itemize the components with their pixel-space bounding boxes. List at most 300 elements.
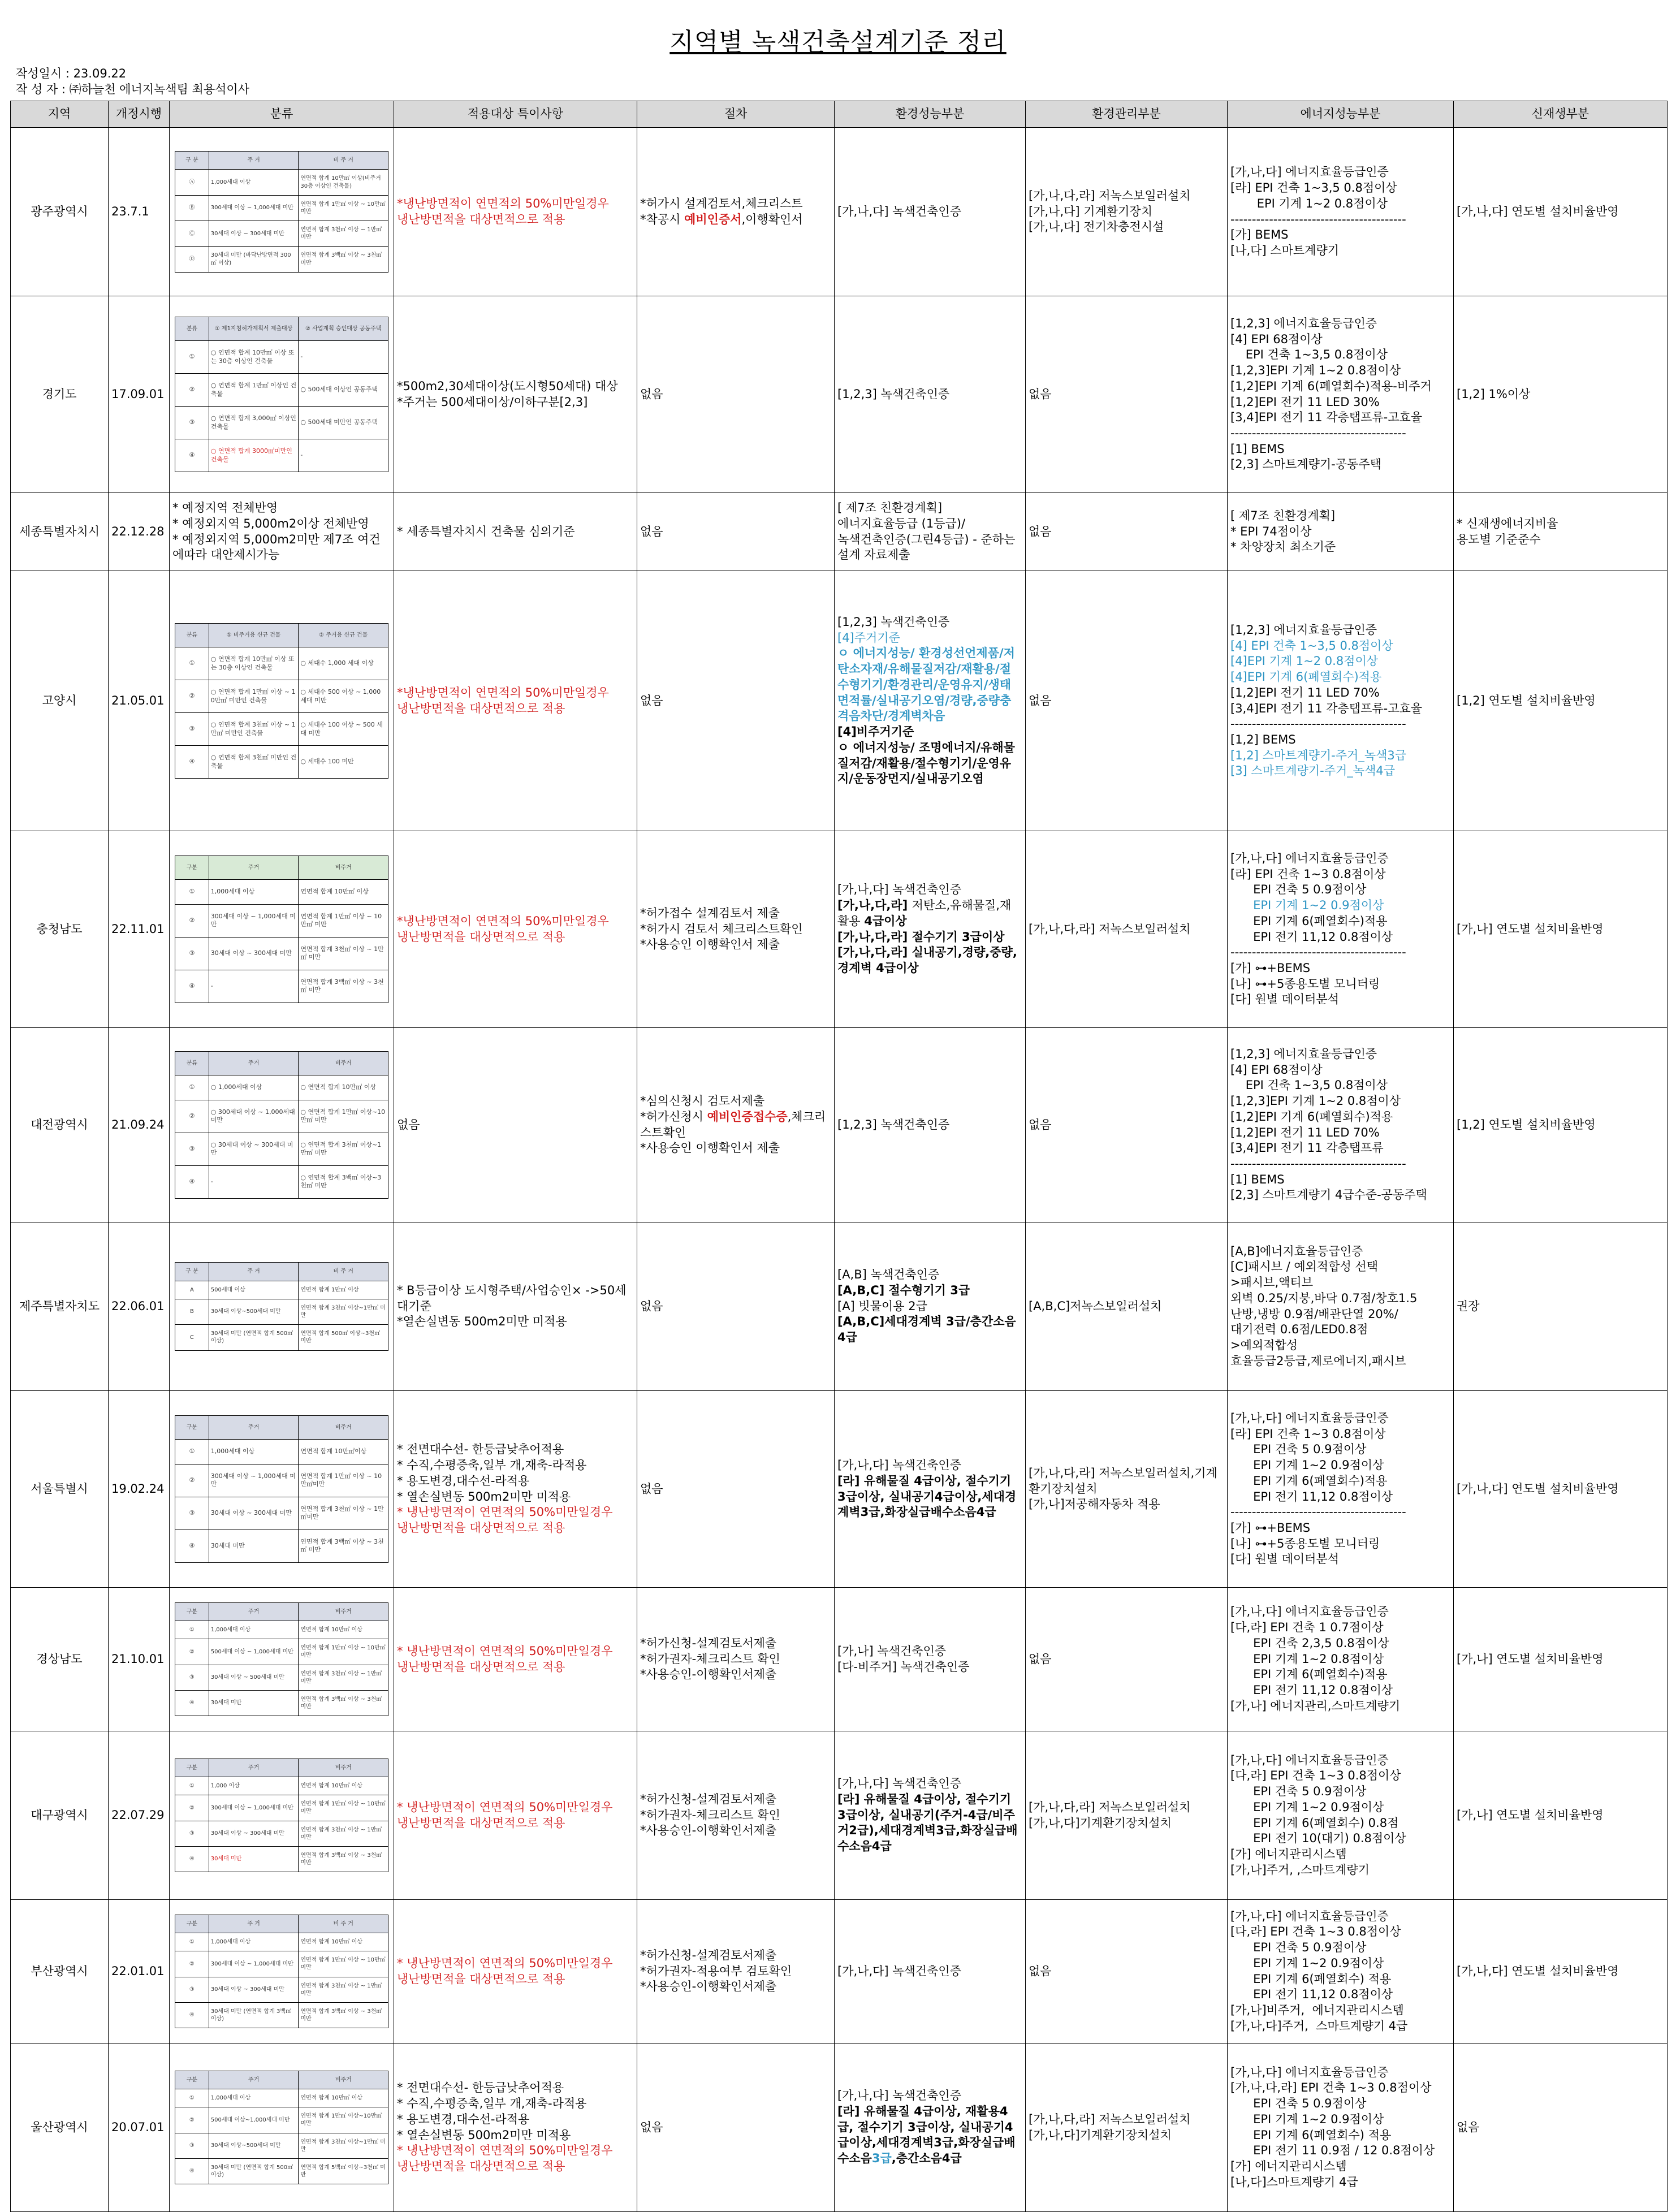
- cell-line: [397, 196, 634, 212]
- energy-performance-cell: [1228, 1588, 1454, 1731]
- mini-cell: ③: [175, 1665, 209, 1690]
- cell-line: [397, 1972, 634, 1988]
- mini-header-cell: 분류: [175, 317, 209, 340]
- category-cell: [170, 831, 394, 1028]
- text-segment: * 예정외지역 5,000m2미만 제7조 여건에따라 대안제시가능: [172, 532, 381, 562]
- text-segment: EPI 기계 1~2 0.9점이상: [1230, 898, 1384, 913]
- mini-cell: 연면적 합계 1만㎡ 이상 ~ 10만㎡ 미만: [299, 904, 388, 937]
- cell-line: [1230, 395, 1450, 411]
- cell-line: [837, 630, 1022, 646]
- category-table-wrap: [172, 1915, 391, 2029]
- mini-row: [175, 1299, 388, 1324]
- special-notes-cell: [394, 493, 637, 571]
- text-segment: [가] BEMS: [1230, 228, 1289, 242]
- mini-cell: -: [299, 439, 388, 472]
- col-header-env-management: 환경관리부분: [1026, 101, 1228, 128]
- text-segment: EPI 기계 6(폐열회수)적용: [1230, 1667, 1388, 1682]
- text-segment: 효율등급2등급,제로에너지,패시브: [1230, 1354, 1406, 1368]
- procedure-cell: [637, 1731, 835, 1900]
- mini-header-row: [175, 1915, 388, 1933]
- text-segment: [나,다]스마트계량기 4급: [1230, 2175, 1358, 2189]
- text-segment: [가] 에너지관리시스템: [1230, 1847, 1347, 1861]
- text-segment: 권장: [1457, 1299, 1480, 1313]
- mini-header-cell: ② 주거용 신규 건물: [299, 623, 388, 647]
- cell-line: [1230, 1109, 1450, 1125]
- renewable-cell: [1454, 296, 1668, 493]
- mini-cell: 연면적 합계 3천㎡ 이상 ~ 1만㎡ 미만: [299, 221, 388, 247]
- mini-cell: 연면적 합계 10만㎡ 이상(비주거 30층 이상인 건축물): [299, 170, 388, 195]
- cell-line: [1230, 763, 1450, 779]
- cell-line: [397, 930, 634, 945]
- category-table-wrap: [172, 623, 391, 779]
- text-segment: [라] 유해물질 4급이상, 절수기기 3급이상, 실내공기4급이상,세대경계벽3급,화장실급배수소음4급: [837, 1474, 1017, 1519]
- mini-cell: 300세대 이상 ~ 1,000세대 미만: [209, 1795, 299, 1821]
- col-header-procedure: 절차: [637, 101, 835, 128]
- mini-cell: 연면적 합계 3백㎡ 이상 ~ 3천㎡ 미만: [299, 1530, 388, 1562]
- mini-row: [175, 746, 388, 779]
- text-segment: [가,나,다] 녹색건축인증: [837, 2089, 961, 2103]
- special-notes-cell: [394, 2043, 637, 2212]
- text-segment: [1,2] BEMS: [1230, 732, 1296, 746]
- mini-cell: 연면적 합계 10만㎡ 이상: [299, 880, 388, 905]
- text-segment: [A,B]에너지효율등급인증: [1230, 1244, 1363, 1258]
- text-segment: *심의신청시 검토서제출: [640, 1094, 765, 1108]
- category-mini-table: [175, 151, 388, 273]
- text-segment: * 용도변경,대수선-라적용: [397, 1474, 530, 1488]
- text-segment: 없음: [640, 693, 663, 707]
- category-mini-table: [175, 317, 388, 472]
- cell-line: [1230, 1411, 1450, 1427]
- mini-row: [175, 2107, 388, 2133]
- cell-line: [640, 1823, 831, 1839]
- cell-line: [640, 524, 831, 540]
- text-segment: EPI 기계 1~2 0.8점이상: [1230, 196, 1388, 210]
- mini-header-cell: 구분: [175, 1759, 209, 1777]
- text-segment: [가,나,다] 전기차충전시설: [1029, 220, 1164, 234]
- mini-row: [175, 1440, 388, 1464]
- text-segment: EPI 전기 11 0.9점 / 12 0.8점이상: [1230, 2144, 1435, 2158]
- text-segment: [가,나,다] 연도별 설치비율반영: [1457, 204, 1619, 218]
- mini-row: [175, 2089, 388, 2107]
- cell-line: [1029, 1466, 1224, 1497]
- mini-cell: ○ 연면적 합계 10만㎡ 이상 또는 30층 이상인 건축물: [209, 341, 299, 374]
- cell-line: [1230, 1683, 1450, 1699]
- text-segment: [가,나,다] 에너지효율등급인증: [1230, 851, 1389, 865]
- mini-row: [175, 1621, 388, 1639]
- mini-row: [175, 195, 388, 221]
- procedure-cell: [637, 571, 835, 831]
- text-segment: [다] 원별 데이터분석: [1230, 1552, 1340, 1566]
- text-segment: [1,2] 스마트계량기-주거_녹색3급: [1230, 748, 1407, 762]
- text-segment: * 열손실변동 500m2미만 미적용: [397, 1489, 571, 1504]
- cell-line: [640, 906, 831, 922]
- mini-cell: ○ 연면적 합계 3000㎡미만인 건축물: [209, 439, 299, 472]
- mini-header-cell: 주거: [209, 1602, 299, 1621]
- text-segment: *허가시 설계검토서,체크리스트: [640, 196, 803, 210]
- text-segment: 3급이상: [962, 930, 1005, 944]
- table-row: [11, 128, 1668, 296]
- mini-cell: ③: [175, 937, 209, 970]
- text-segment: [가,나,다,라] 저녹스보일러설치: [1029, 188, 1191, 202]
- cell-line: [1230, 2096, 1450, 2112]
- standards-table: [10, 101, 1668, 2212]
- mini-header-cell: 주거: [209, 1052, 299, 1075]
- cell-line: [1230, 1259, 1450, 1275]
- mini-cell: 연면적 합계 10만㎡ 이상: [299, 1621, 388, 1639]
- mini-header-cell: 비주거: [299, 2071, 388, 2089]
- cell-line: [837, 615, 1022, 630]
- mini-cell: ○ 연면적 합계 3천㎡ 미만인 건축물: [209, 746, 299, 779]
- cell-line: [1230, 347, 1450, 363]
- text-segment: [가,나] 연도별 설치비율반영: [1457, 1808, 1604, 1822]
- mini-cell: ④: [175, 1530, 209, 1562]
- cell-line: [1230, 701, 1450, 717]
- mini-row: [175, 904, 388, 937]
- cell-line: [1230, 363, 1450, 379]
- mini-cell: ○ 500세대 미만인 공동주택: [299, 407, 388, 439]
- special-notes-cell: [394, 1900, 637, 2043]
- text-segment: [라] 유해물질 4급이상, 절수기기 3급이상, 실내공기(주거-4급/비주거2급),세대경계벽3급,화장실급배수소음4급: [837, 1792, 1018, 1854]
- text-segment: -----------------------------------------: [1230, 717, 1406, 731]
- text-segment: [다] 원별 데이터분석: [1230, 992, 1340, 1006]
- cell-line: [1230, 524, 1450, 540]
- cell-line: [397, 1505, 634, 1520]
- cell-line: [640, 1792, 831, 1808]
- text-segment: [3,4]EPI 전기 11 각층탭프류: [1230, 1141, 1384, 1155]
- text-segment: 냉난방면적을 대상면적으로 적용: [397, 212, 565, 226]
- text-segment: 냉난방면적을 대상면적으로 적용: [397, 2159, 565, 2173]
- mini-cell: ④: [175, 1846, 209, 1872]
- table-row: [11, 1731, 1668, 1900]
- cell-line: [640, 1299, 831, 1315]
- text-segment: 없음: [640, 1299, 663, 1313]
- text-segment: 대기전력 0.6점/LED0.8점: [1230, 1323, 1368, 1337]
- mini-cell: Ⓓ: [175, 247, 209, 272]
- mini-cell: ①: [175, 647, 209, 680]
- mini-header-row: [175, 1263, 388, 1281]
- cell-line: [837, 930, 1022, 945]
- cell-line: [397, 1314, 634, 1330]
- mini-cell: 연면적 합계 3백㎡ 이상 ~ 3천㎡ 미만: [299, 247, 388, 272]
- text-segment: [라] EPI 건축 1~3 0.8점이상: [1230, 867, 1386, 881]
- special-notes-cell: [394, 128, 637, 296]
- env-performance-cell: [835, 2043, 1026, 2212]
- cell-line: [1230, 1458, 1450, 1474]
- text-segment: [1,2]EPI 전기 11 LED 70%: [1230, 1125, 1380, 1139]
- energy-performance-cell: [1228, 1222, 1454, 1391]
- mini-cell: ④: [175, 970, 209, 1003]
- cell-line: [1230, 2143, 1450, 2159]
- mini-header-cell: 비 주 거: [299, 152, 388, 170]
- mini-header-row: [175, 317, 388, 340]
- text-segment: [3,4]EPI 전기 11 각층탭프류-고효율: [1230, 411, 1423, 425]
- mini-cell: ④: [175, 439, 209, 472]
- procedure-cell: [637, 1028, 835, 1222]
- mini-cell: ○ 연면적 합계 10만㎡ 이상: [299, 1075, 388, 1100]
- env-performance-cell: [835, 571, 1026, 831]
- mini-cell: ○ 연면적 합계 3천㎡ 이상 ~ 1만㎡ 미만인 건축물: [209, 713, 299, 746]
- text-segment: *허가접수 설계검토서 제출: [640, 906, 780, 920]
- text-segment: EPI 전기 11,12 0.8점이상: [1230, 1683, 1393, 1697]
- category-table-wrap: [172, 1759, 391, 1873]
- mini-cell: 300세대 이상 ~ 1,000세대 미만: [209, 1464, 299, 1497]
- env-performance-cell: [835, 493, 1026, 571]
- cell-line: [1230, 638, 1450, 654]
- text-segment: [1,2,3] 에너지효율등급인증: [1230, 623, 1377, 637]
- cell-line: [1230, 945, 1450, 961]
- mini-header-cell: 주 거: [209, 1263, 299, 1281]
- text-segment: 없음: [1029, 1652, 1052, 1666]
- table-row: [11, 2043, 1668, 2212]
- cell-line: [1230, 898, 1450, 914]
- mini-header-cell: 비 주 거: [299, 1263, 388, 1281]
- text-segment: [A,B,C]세대경계벽 3급/층간소음4급: [837, 1315, 1016, 1345]
- mini-cell: 30세대 미만: [209, 1846, 299, 1872]
- mini-header-cell: 분류: [175, 1052, 209, 1075]
- table-row: [11, 1900, 1668, 2043]
- mini-cell: 연면적 합계 3천㎡ 이상~1만㎡ 미만: [299, 2133, 388, 2158]
- region-cell: 부산광역시: [11, 1900, 109, 2043]
- region-cell: 대전광역시: [11, 1028, 109, 1222]
- text-segment: 없음: [640, 524, 663, 538]
- mini-cell: 연면적 합계 3백㎡ 이상 ~ 3천㎡ 미만: [299, 2002, 388, 2028]
- text-segment: [2,3] 스마트계량기 4급수준-공동주택: [1230, 1188, 1427, 1202]
- mini-cell: 연면적 합계 3천㎡ 이상 ~ 1만㎡ 미만: [299, 1977, 388, 2002]
- cell-line: [1230, 2019, 1450, 2034]
- cell-line: [1230, 623, 1450, 638]
- cell-line: [1230, 2128, 1450, 2144]
- cell-line: [1457, 1808, 1664, 1824]
- cell-line: [1029, 1652, 1224, 1667]
- special-notes-cell: [394, 296, 637, 493]
- mini-cell: 연면적 합계 1만㎡ 이상~10만㎡ 미만: [299, 2107, 388, 2133]
- text-segment: [4]EPI 기계 1~2 0.8점이상: [1230, 654, 1379, 668]
- cell-line: [1230, 508, 1450, 524]
- cell-line: [172, 532, 391, 563]
- text-segment: [라] EPI 건축 1~3 0.8점이상: [1230, 1427, 1386, 1441]
- cell-line: [837, 945, 1022, 976]
- cell-line: [837, 1474, 1022, 1520]
- cell-line: [640, 1109, 831, 1140]
- text-segment: [1,2,3] 에너지효율등급인증: [1230, 316, 1377, 330]
- cell-line: [640, 1636, 831, 1652]
- cell-line: [837, 204, 1022, 220]
- cell-line: [172, 500, 391, 516]
- renewable-cell: [1454, 128, 1668, 296]
- text-segment: EPI 기계 1~2 0.9점이상: [1230, 1458, 1384, 1472]
- mini-cell: ②: [175, 904, 209, 937]
- mini-cell: ○ 300세대 이상 ~ 1,000세대 미만: [209, 1100, 299, 1133]
- cell-line: [1230, 1768, 1450, 1784]
- created-date: 작성일시 : 23.09.22: [16, 67, 127, 80]
- cell-line: [1457, 1299, 1664, 1315]
- text-segment: 외벽 0.25/지붕,바닥 0.7점/창호1.5: [1230, 1291, 1418, 1305]
- cell-line: [1457, 693, 1664, 709]
- mini-cell: ○ 30세대 이상 ~ 300세대 미만: [209, 1133, 299, 1165]
- text-segment: [가,나,다] 에너지효율등급인증: [1230, 1411, 1389, 1425]
- region-cell: 울산광역시: [11, 2043, 109, 2212]
- text-segment: [ 제7조 친환경계획]: [837, 501, 943, 515]
- mini-row: [175, 1951, 388, 1977]
- mini-cell: 30세대 이상 ~ 500세대 미만: [209, 1665, 299, 1690]
- mini-row: [175, 2158, 388, 2184]
- text-segment: EPI 기계 1~2 0.9점이상: [1230, 1956, 1384, 1970]
- text-segment: [가,나,다,라] EPI 건축 1~3 0.8점이상: [1230, 2081, 1432, 2095]
- text-segment: [가,나,다] 연도별 설치비율반영: [1457, 1964, 1619, 1978]
- text-segment: * 예정지역 전체반영: [172, 501, 278, 515]
- mini-header-cell: 비주거: [299, 1759, 388, 1777]
- text-segment: [가,나,다] 녹색건축인증: [837, 1777, 961, 1791]
- mini-cell: 300세대 이상 ~ 1,000세대 미만: [209, 195, 299, 221]
- mini-row: [175, 2133, 388, 2158]
- text-segment: [1,2]EPI 전기 11 LED 30%: [1230, 395, 1380, 409]
- cell-line: [1230, 977, 1450, 992]
- mini-cell: 연면적 합계 1만㎡ 이상 ~ 10만㎡ 미만: [299, 195, 388, 221]
- mini-cell: ③: [175, 1497, 209, 1530]
- cell-line: [1230, 196, 1450, 212]
- cell-line: [172, 516, 391, 532]
- cell-line: [1230, 1699, 1450, 1714]
- text-segment: * 전면대수선- 한등급낮추어적용: [397, 1442, 564, 1457]
- text-segment: [다,라] EPI 건축 1~3 0.8점이상: [1230, 1925, 1401, 1939]
- cell-line: [1230, 442, 1450, 457]
- cell-line: [1230, 1078, 1450, 1094]
- env-management-cell: [1026, 571, 1228, 831]
- category-table-wrap: [172, 317, 391, 472]
- cell-line: [1230, 2065, 1450, 2081]
- mini-row: [175, 374, 388, 407]
- cell-line: [837, 1267, 1022, 1283]
- mini-cell: 연면적 합계 3백㎡ 이상 ~ 3천㎡ 미만: [299, 970, 388, 1003]
- env-performance-cell: [835, 296, 1026, 493]
- procedure-cell: [637, 1391, 835, 1588]
- author: 작 성 자 : ㈜하늘천 에너지녹색팀 최용석이사: [16, 83, 249, 96]
- mini-cell: 30세대 미만: [209, 1530, 299, 1562]
- cell-line: [1230, 1552, 1450, 1567]
- cell-line: [1230, 410, 1450, 426]
- category-mini-table: [175, 1602, 388, 1717]
- category-cell: [170, 1028, 394, 1222]
- mini-row: [175, 1497, 388, 1530]
- cell-line: [1230, 1354, 1450, 1369]
- text-segment: [가,나,다] 녹색건축인증: [837, 1964, 961, 1978]
- env-management-cell: [1026, 1028, 1228, 1222]
- text-segment: [4] EPI 68점이상: [1230, 332, 1323, 346]
- cell-line: [397, 1442, 634, 1458]
- mini-cell: 500세대 이상 ~ 1,000세대 미만: [209, 1639, 299, 1665]
- cell-line: [397, 212, 634, 228]
- cell-line: [1230, 2175, 1450, 2191]
- cell-line: [397, 685, 634, 701]
- env-performance-cell: [835, 831, 1026, 1028]
- cell-line: [1457, 1117, 1664, 1133]
- text-segment: *냉난방면적이 연면적의 50%미만일경우: [397, 685, 609, 699]
- cell-line: [1029, 188, 1224, 204]
- mini-cell: ○ 연면적 합계 1만㎡ 이상 ~ 10만㎡ 미만인 건축물: [209, 680, 299, 713]
- text-segment: [가,나,다]주거, 스마트계량기 4급: [1230, 2019, 1408, 2033]
- cell-line: [837, 1299, 1022, 1315]
- text-segment: [A,B] 녹색건축인증: [837, 1268, 940, 1282]
- mini-row: [175, 1795, 388, 1821]
- procedure-cell: [637, 1222, 835, 1391]
- cell-line: [1230, 2159, 1450, 2175]
- cell-line: [1230, 1784, 1450, 1800]
- text-segment: 용도별 기준준수: [1457, 532, 1541, 546]
- env-management-cell: [1026, 1588, 1228, 1731]
- mini-row: [175, 1665, 388, 1690]
- energy-performance-cell: [1228, 571, 1454, 831]
- cell-line: [837, 1660, 1022, 1675]
- text-segment: [가,나,다,라] 절수기기: [837, 930, 962, 944]
- text-segment: EPI 기계 6(폐열회수)적용: [1230, 1474, 1388, 1488]
- mini-cell: 30세대 미만 (연면적 합계 3백㎡ 이상): [209, 2002, 299, 2028]
- cell-line: [1230, 2003, 1450, 2019]
- mini-header-cell: 비주거: [299, 1052, 388, 1075]
- col-header-category: 분류: [170, 101, 394, 128]
- renewable-cell: [1454, 493, 1668, 571]
- cell-line: [397, 2080, 634, 2096]
- cell-line: [1230, 716, 1450, 732]
- mini-header-cell: ① 제1지침허가계획서 제출대상: [209, 317, 299, 340]
- cell-line: [1230, 930, 1450, 945]
- category-cell: [170, 1391, 394, 1588]
- mini-cell: 연면적 합계 10만㎡ 이상: [299, 1777, 388, 1795]
- mini-cell: ④: [175, 1165, 209, 1198]
- text-segment: 냉난방면적을 대상면적으로 적용: [397, 1972, 565, 1986]
- cell-line: [837, 898, 1022, 929]
- cell-line: [1029, 922, 1224, 937]
- mini-row: [175, 1100, 388, 1133]
- cell-line: [397, 395, 634, 411]
- cell-line: [1230, 1987, 1450, 2003]
- cell-line: [1029, 2112, 1224, 2128]
- cell-line: [640, 937, 831, 953]
- cell-line: [1230, 669, 1450, 685]
- mini-row: [175, 170, 388, 195]
- text-segment: *사용승인-이행확인서제출: [640, 1667, 777, 1682]
- env-management-cell: [1026, 128, 1228, 296]
- text-segment: 예비인증서: [684, 212, 742, 226]
- text-segment: 녹색건축인증(그린4등급) - 준하는설계 자료제출: [837, 532, 1016, 562]
- cell-line: [397, 2159, 634, 2175]
- text-segment: * 냉난방면적이 연면적의 50%미만일경우: [397, 1956, 613, 1970]
- mini-header-cell: 구 분: [175, 1263, 209, 1281]
- mini-row: [175, 937, 388, 970]
- cell-line: [837, 724, 1022, 740]
- text-segment: [나,다] 스마트계량기: [1230, 243, 1340, 257]
- text-segment: 없음: [640, 387, 663, 401]
- revision-date-cell: 22.11.01: [109, 831, 170, 1028]
- env-management-cell: [1026, 1222, 1228, 1391]
- text-segment: *허가권자-체크리스트 확인: [640, 1808, 780, 1822]
- text-segment: EPI 전기 10(대기) 0.8점이상: [1230, 1831, 1406, 1846]
- cell-line: [837, 500, 1022, 516]
- cell-line: [1230, 1636, 1450, 1652]
- cell-line: [1230, 539, 1450, 555]
- cell-line: [837, 646, 1022, 724]
- text-segment: EPI 건축 5 0.9점이상: [1230, 1785, 1367, 1799]
- cell-line: [397, 1489, 634, 1505]
- cell-line: [1230, 867, 1450, 883]
- text-segment: 난방,냉방 0.9점/배관단열 20%/: [1230, 1307, 1398, 1321]
- mini-cell: 30세대 이상 ~ 300세대 미만: [209, 937, 299, 970]
- text-segment: [나] ⊶+5종용도별 모니터링: [1230, 1536, 1380, 1550]
- mini-cell: 1,000 이상: [209, 1777, 299, 1795]
- special-notes-cell: [394, 1588, 637, 1731]
- mini-cell: 30세대 미만 (연면적 합계 500㎡ 이상): [209, 1325, 299, 1350]
- text-segment: EPI 건축 5 0.9점이상: [1230, 883, 1367, 897]
- text-segment: [가,나,다] 녹색건축인증: [837, 1458, 961, 1472]
